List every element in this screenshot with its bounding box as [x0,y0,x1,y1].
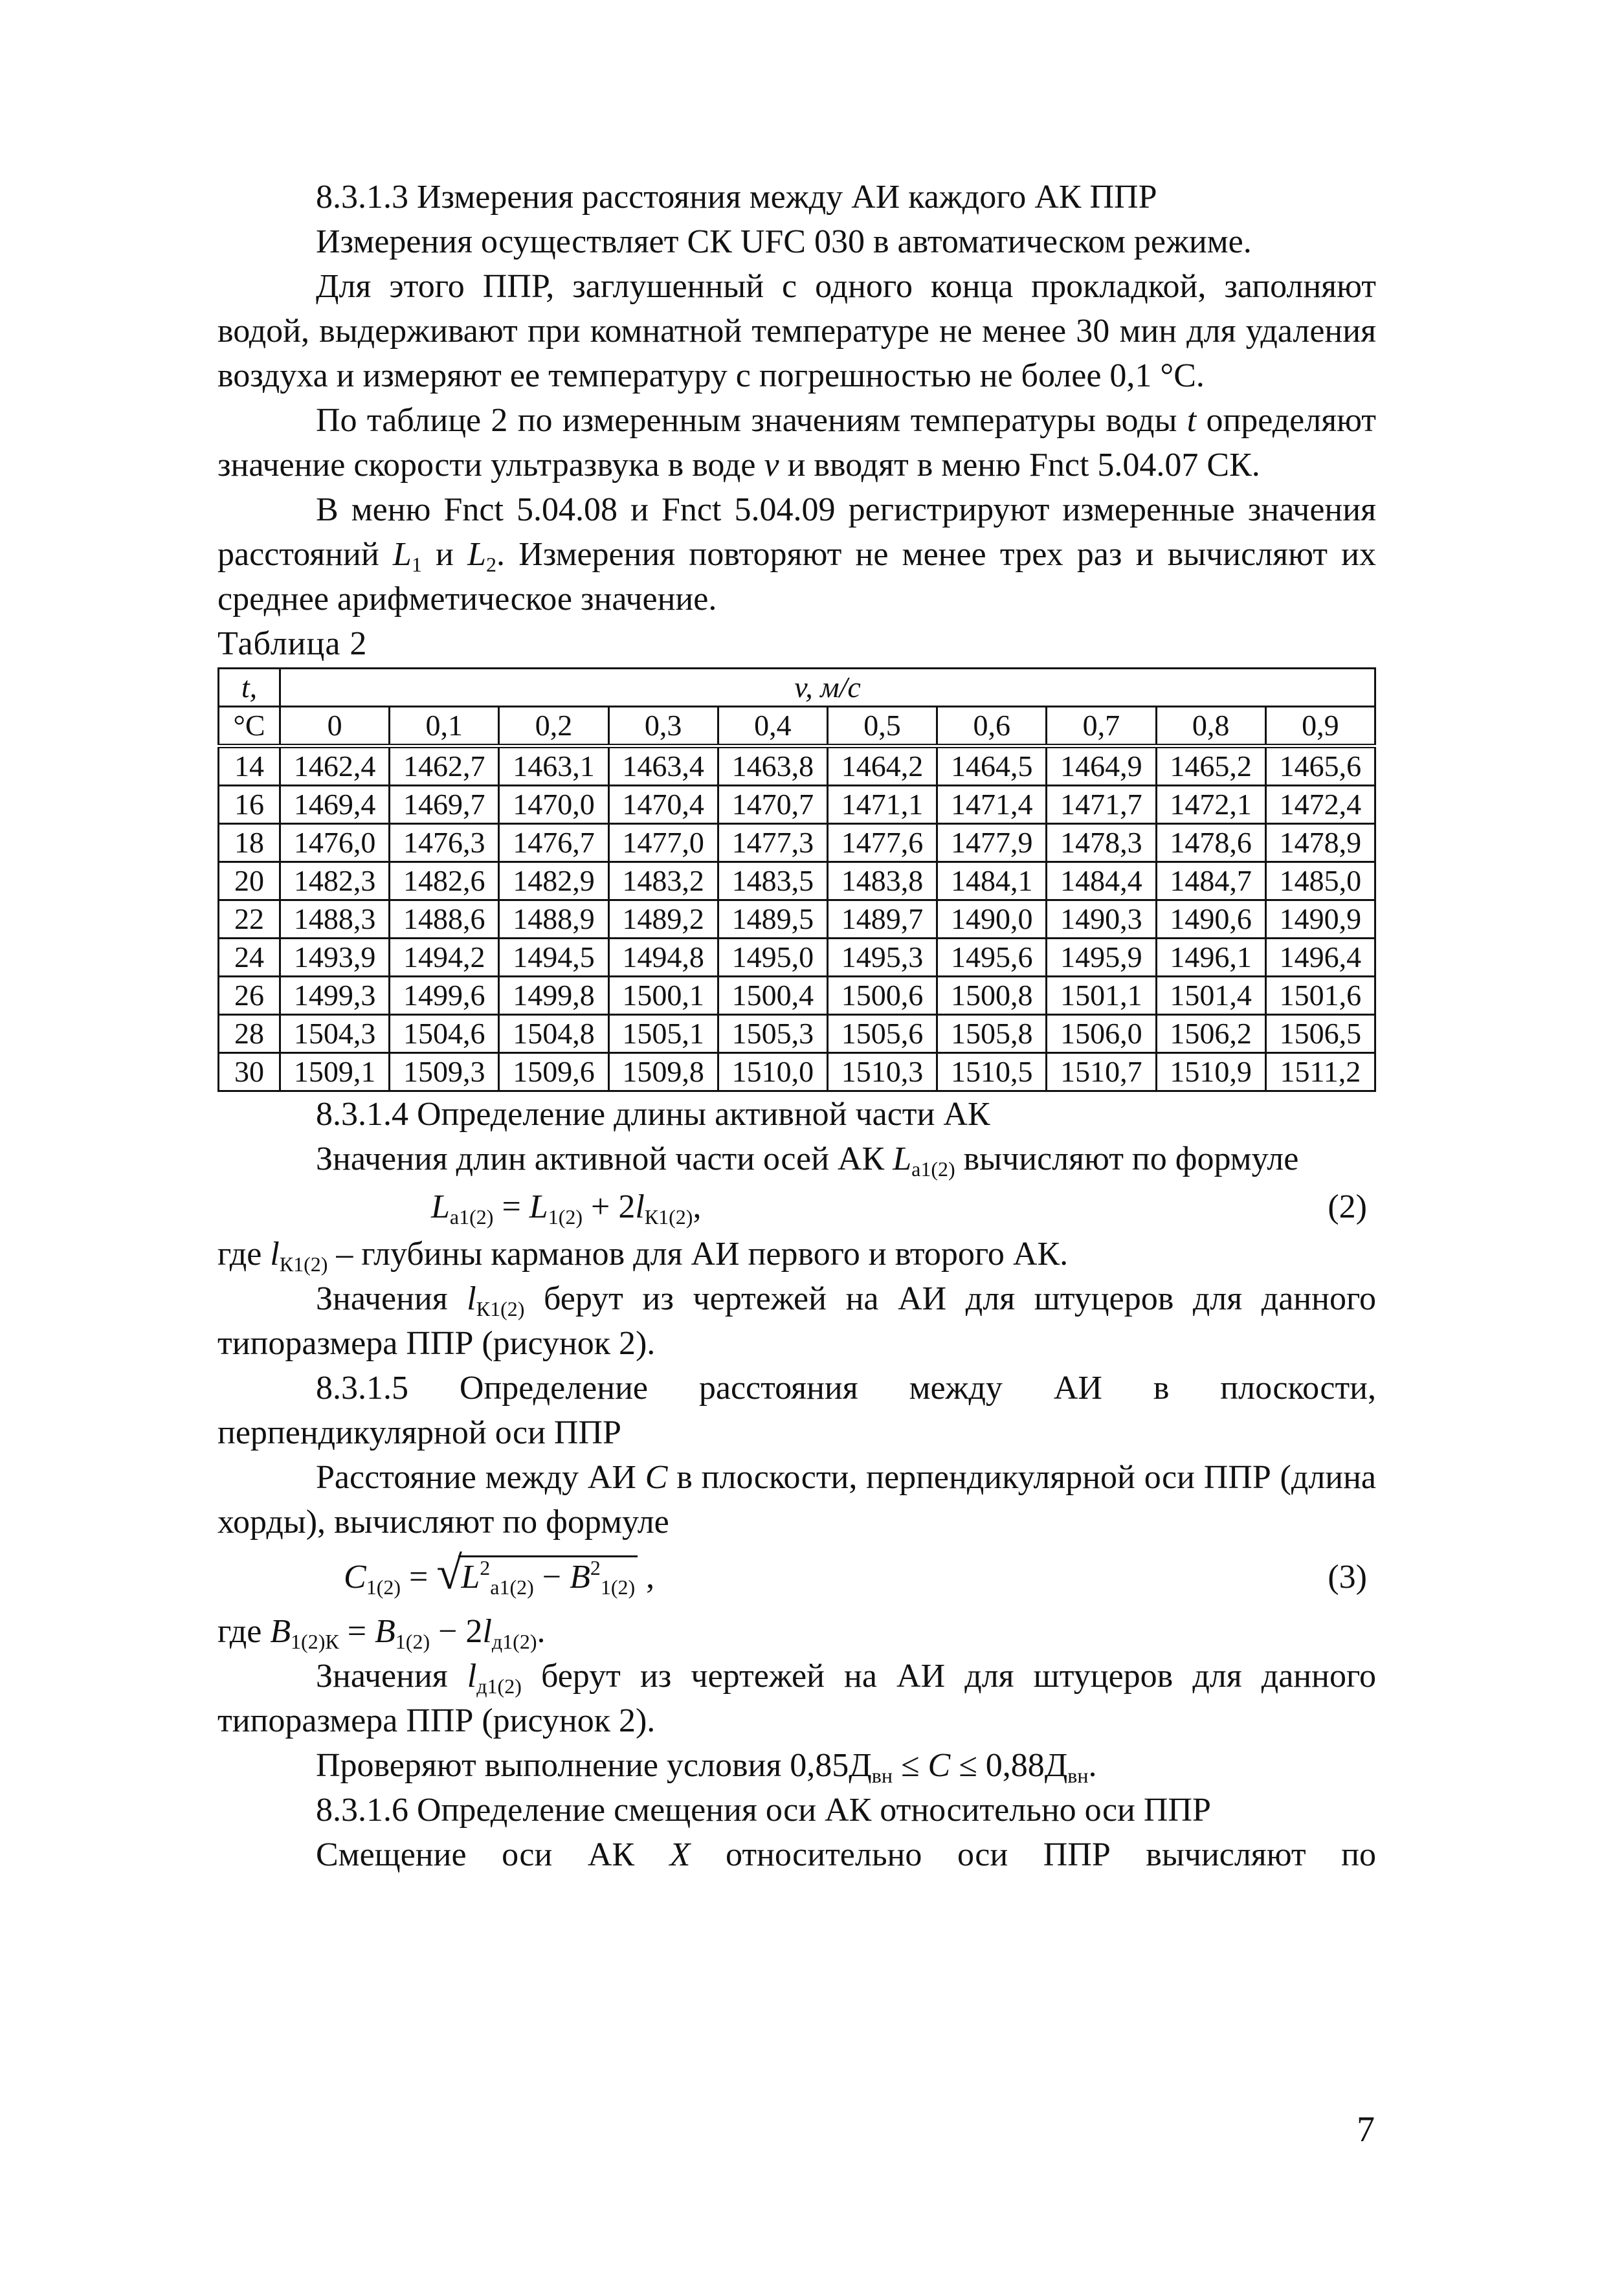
speed-cell: 1489,2 [608,900,718,939]
speed-cell: 1499,3 [280,977,390,1015]
speed-cell: 1484,1 [937,862,1047,900]
speed-cell: 1505,3 [718,1015,827,1053]
fraction-column-header: 0,3 [608,707,718,746]
speed-cell: 1470,7 [718,786,827,824]
table-row [219,977,1375,1015]
speed-cell: 1510,3 [827,1053,937,1091]
speed-cell: 1476,3 [390,824,499,862]
speed-cell: 1493,9 [280,939,390,977]
speed-cell: 1505,8 [937,1015,1047,1053]
speed-cell: 1509,3 [390,1053,499,1091]
table-row [219,862,1375,900]
speed-cell: 1490,0 [937,900,1047,939]
speed-cell: 1483,5 [718,862,827,900]
speed-cell: 1484,7 [1156,862,1265,900]
speed-cell: 1462,7 [390,746,499,786]
speed-cell: 1489,7 [827,900,937,939]
speed-cell: 1505,6 [827,1015,937,1053]
speed-cell: 1485,0 [1265,862,1375,900]
speed-cell: 1488,9 [499,900,608,939]
speed-cell: 1495,6 [937,939,1047,977]
fraction-column-header: 0 [280,707,390,746]
speed-cell: 1477,3 [718,824,827,862]
temperature-cell: 30 [219,1053,280,1091]
formula-3 [217,1544,1376,1609]
speed-cell: 1500,6 [827,977,937,1015]
table-row [219,939,1375,977]
fraction-column-header: 0,5 [827,707,937,746]
speed-cell: 1500,4 [718,977,827,1015]
temperature-cell: 20 [219,862,280,900]
speed-cell: 1483,8 [827,862,937,900]
fraction-column-header: 0,1 [390,707,499,746]
fraction-column-header: 0,6 [937,707,1047,746]
paragraph-where-b: где $B_{1(2)К} = B_{1(2)} - 2l_{д1(2)}$. [217,1613,546,1653]
section-heading-8313: 8.3.1.3 Измерения расстояния между АИ каждого АК ППР [316,179,1157,216]
table-row [219,786,1375,824]
temperature-cell: 16 [219,786,280,824]
speed-cell: 1471,1 [827,786,937,824]
formula-2-expression: $L_{а1(2)} = L_{1(2)} + 2l_{К1(2)}$, [431,1188,702,1229]
speed-cell: 1494,8 [608,939,718,977]
speed-cell: 1511,2 [1265,1053,1375,1091]
speed-cell: 1496,1 [1156,939,1265,977]
sound-speed-table [217,667,1376,1092]
speed-cell: 1476,7 [499,824,608,862]
formula-2-number: (2) [1328,1188,1367,1225]
speed-cell: 1465,2 [1156,746,1265,786]
speed-cell: 1506,5 [1265,1015,1375,1053]
speed-cell: 1465,6 [1265,746,1375,786]
speed-cell: 1490,3 [1047,900,1156,939]
section-heading-8314: 8.3.1.4 Определение длины активной части АК [316,1096,990,1133]
speed-cell: 1464,2 [827,746,937,786]
speed-cell: 1464,9 [1047,746,1156,786]
speed-cell: 1490,9 [1265,900,1375,939]
temperature-unit: °С [219,707,280,746]
table-row [219,900,1375,939]
speed-cell: 1469,4 [280,786,390,824]
temperature-cell: 24 [219,939,280,977]
speed-cell: 1490,6 [1156,900,1265,939]
speed-cell: 1506,0 [1047,1015,1156,1053]
section-heading-8315: 8.3.1.5 Определение расстояния между АИ в плоскости, перпендикулярной оси ППР [217,1370,1376,1451]
speed-cell: 1496,4 [1265,939,1375,977]
paragraph-registration: В меню Fnct 5.04.08 и Fnct 5.04.09 регистрируют измеренные значения расстояний $L_1$ и $L_2$. Измерения повторяют не менее трех раз и вычисляют их среднее арифметическое значение. [217,491,1376,618]
fraction-column-header: 0,4 [718,707,827,746]
speed-cell: 1495,3 [827,939,937,977]
paragraph-axis-offset: Смещение оси АК X относительно оси ППР вычисляют по [316,1836,1376,1873]
speed-cell: 1477,0 [608,824,718,862]
speed-cell: 1471,4 [937,786,1047,824]
speed-cell: 1470,4 [608,786,718,824]
temperature-cell: 26 [219,977,280,1015]
speed-cell: 1499,8 [499,977,608,1015]
speed-cell: 1488,6 [390,900,499,939]
speed-cell: 1483,2 [608,862,718,900]
speed-cell: 1463,1 [499,746,608,786]
speed-cell: 1469,7 [390,786,499,824]
speed-cell: 1482,6 [390,862,499,900]
speed-cell: 1504,6 [390,1015,499,1053]
speed-cell: 1482,9 [499,862,608,900]
speed-cell: 1501,6 [1265,977,1375,1015]
table-row [219,824,1375,862]
speed-cell: 1504,3 [280,1015,390,1053]
speed-cell: 1494,5 [499,939,608,977]
temperature-header: t, [219,669,280,707]
fraction-column-header: 0,9 [1265,707,1375,746]
speed-cell: 1482,3 [280,862,390,900]
temperature-cell: 22 [219,900,280,939]
speed-cell: 1495,0 [718,939,827,977]
speed-cell: 1509,8 [608,1053,718,1091]
paragraph-fitting-values: Значения $l_{д1(2)}$ берут из чертежей на АИ для штуцеров для данного типоразмера ППР (рисунок 2). [217,1658,1376,1739]
section-heading-8316: 8.3.1.6 Определение смещения оси АК относительно оси ППР [316,1792,1211,1829]
paragraph-active-length: Значения длин активной части осей АК $L_{а1(2)}$ вычисляют по формуле [316,1140,1299,1181]
speed-cell: 1463,8 [718,746,827,786]
table-row [219,1053,1375,1091]
speed-cell: 1506,2 [1156,1015,1265,1053]
speed-cell: 1499,6 [390,977,499,1015]
speed-cell: 1509,6 [499,1053,608,1091]
speed-cell: 1477,9 [937,824,1047,862]
paragraph-chord-length: Расстояние между АИ C в плоскости, перпендикулярной оси ППР (длина хорды), вычисляют по формуле [217,1459,1377,1541]
page-number: 7 [1357,2109,1375,2150]
speed-cell: 1476,0 [280,824,390,862]
formula-2 [217,1181,1376,1232]
paragraph-condition-check: Проверяют выполнение условия $0,85Д_{вн} \le C \le 0,88Д_{вн}$. [316,1747,1097,1787]
speed-cell: 1488,3 [280,900,390,939]
fraction-column-header: 0,7 [1047,707,1156,746]
fraction-column-header: 0,2 [499,707,608,746]
speed-cell: 1509,1 [280,1053,390,1091]
paragraph-where-pocket: где $l_{К1(2)}$ – глубины карманов для АИ первого и второго АК. [217,1236,1069,1276]
speed-cell: 1463,4 [608,746,718,786]
speed-cell: 1471,7 [1047,786,1156,824]
speed-cell: 1472,1 [1156,786,1265,824]
speed-cell: 1477,6 [827,824,937,862]
formula-3-expression: $C_{1(2)}$ = √ $L^2_{а1(2)} - B^2_{1(2)}$ , [344,1546,655,1599]
speed-cell: 1500,8 [937,977,1047,1015]
speed-cell: 1478,3 [1047,824,1156,862]
speed-cell: 1478,9 [1265,824,1375,862]
document-page [217,175,1376,1877]
speed-cell: 1505,1 [608,1015,718,1053]
speed-cell: 1484,4 [1047,862,1156,900]
paragraph-measurement-mode: Измерения осуществляет СК UFC 030 в автоматическом режиме. [316,223,1252,260]
table-caption: Таблица 2 [217,625,368,662]
speed-cell: 1478,6 [1156,824,1265,862]
paragraph-table-usage: По таблице 2 по измеренным значениям температуры воды t определяют значение скорости ультразвука в воде v и вводят в меню Fnct 5.04.07 СК. [217,402,1376,484]
fraction-column-header: 0,8 [1156,707,1265,746]
speed-cell: 1472,4 [1265,786,1375,824]
speed-cell: 1470,0 [499,786,608,824]
temperature-cell: 14 [219,746,280,786]
speed-cell: 1489,5 [718,900,827,939]
paragraph-pocket-values: Значения $l_{К1(2)}$ берут из чертежей на АИ для штуцеров для данного типоразмера ППР (рисунок 2). [217,1280,1376,1362]
table-row [219,1015,1375,1053]
speed-cell: 1500,1 [608,977,718,1015]
speed-cell: 1510,0 [718,1053,827,1091]
speed-cell: 1501,1 [1047,977,1156,1015]
paragraph-filling-procedure: Для этого ППР, заглушенный с одного конца прокладкой, заполняют водой, выдерживают при комнатной температуре не менее 30 мин для удаления воздуха и измеряют ее температуру с погрешностью не более 0,1 °С. [217,268,1376,394]
speed-cell: 1462,4 [280,746,390,786]
square-root-sign: √ $L^2_{а1(2)} - B^2_{1(2)}$ [436,1555,638,1599]
temperature-cell: 28 [219,1015,280,1053]
table-row [219,746,1375,786]
temperature-cell: 18 [219,824,280,862]
speed-cell: 1494,2 [390,939,499,977]
speed-cell: 1464,5 [937,746,1047,786]
speed-cell: 1495,9 [1047,939,1156,977]
speed-header: v, м/с [280,669,1375,707]
formula-3-number: (3) [1328,1558,1367,1596]
speed-cell: 1501,4 [1156,977,1265,1015]
speed-cell: 1504,8 [499,1015,608,1053]
speed-cell: 1510,5 [937,1053,1047,1091]
speed-cell: 1510,7 [1047,1053,1156,1091]
speed-cell: 1510,9 [1156,1053,1265,1091]
